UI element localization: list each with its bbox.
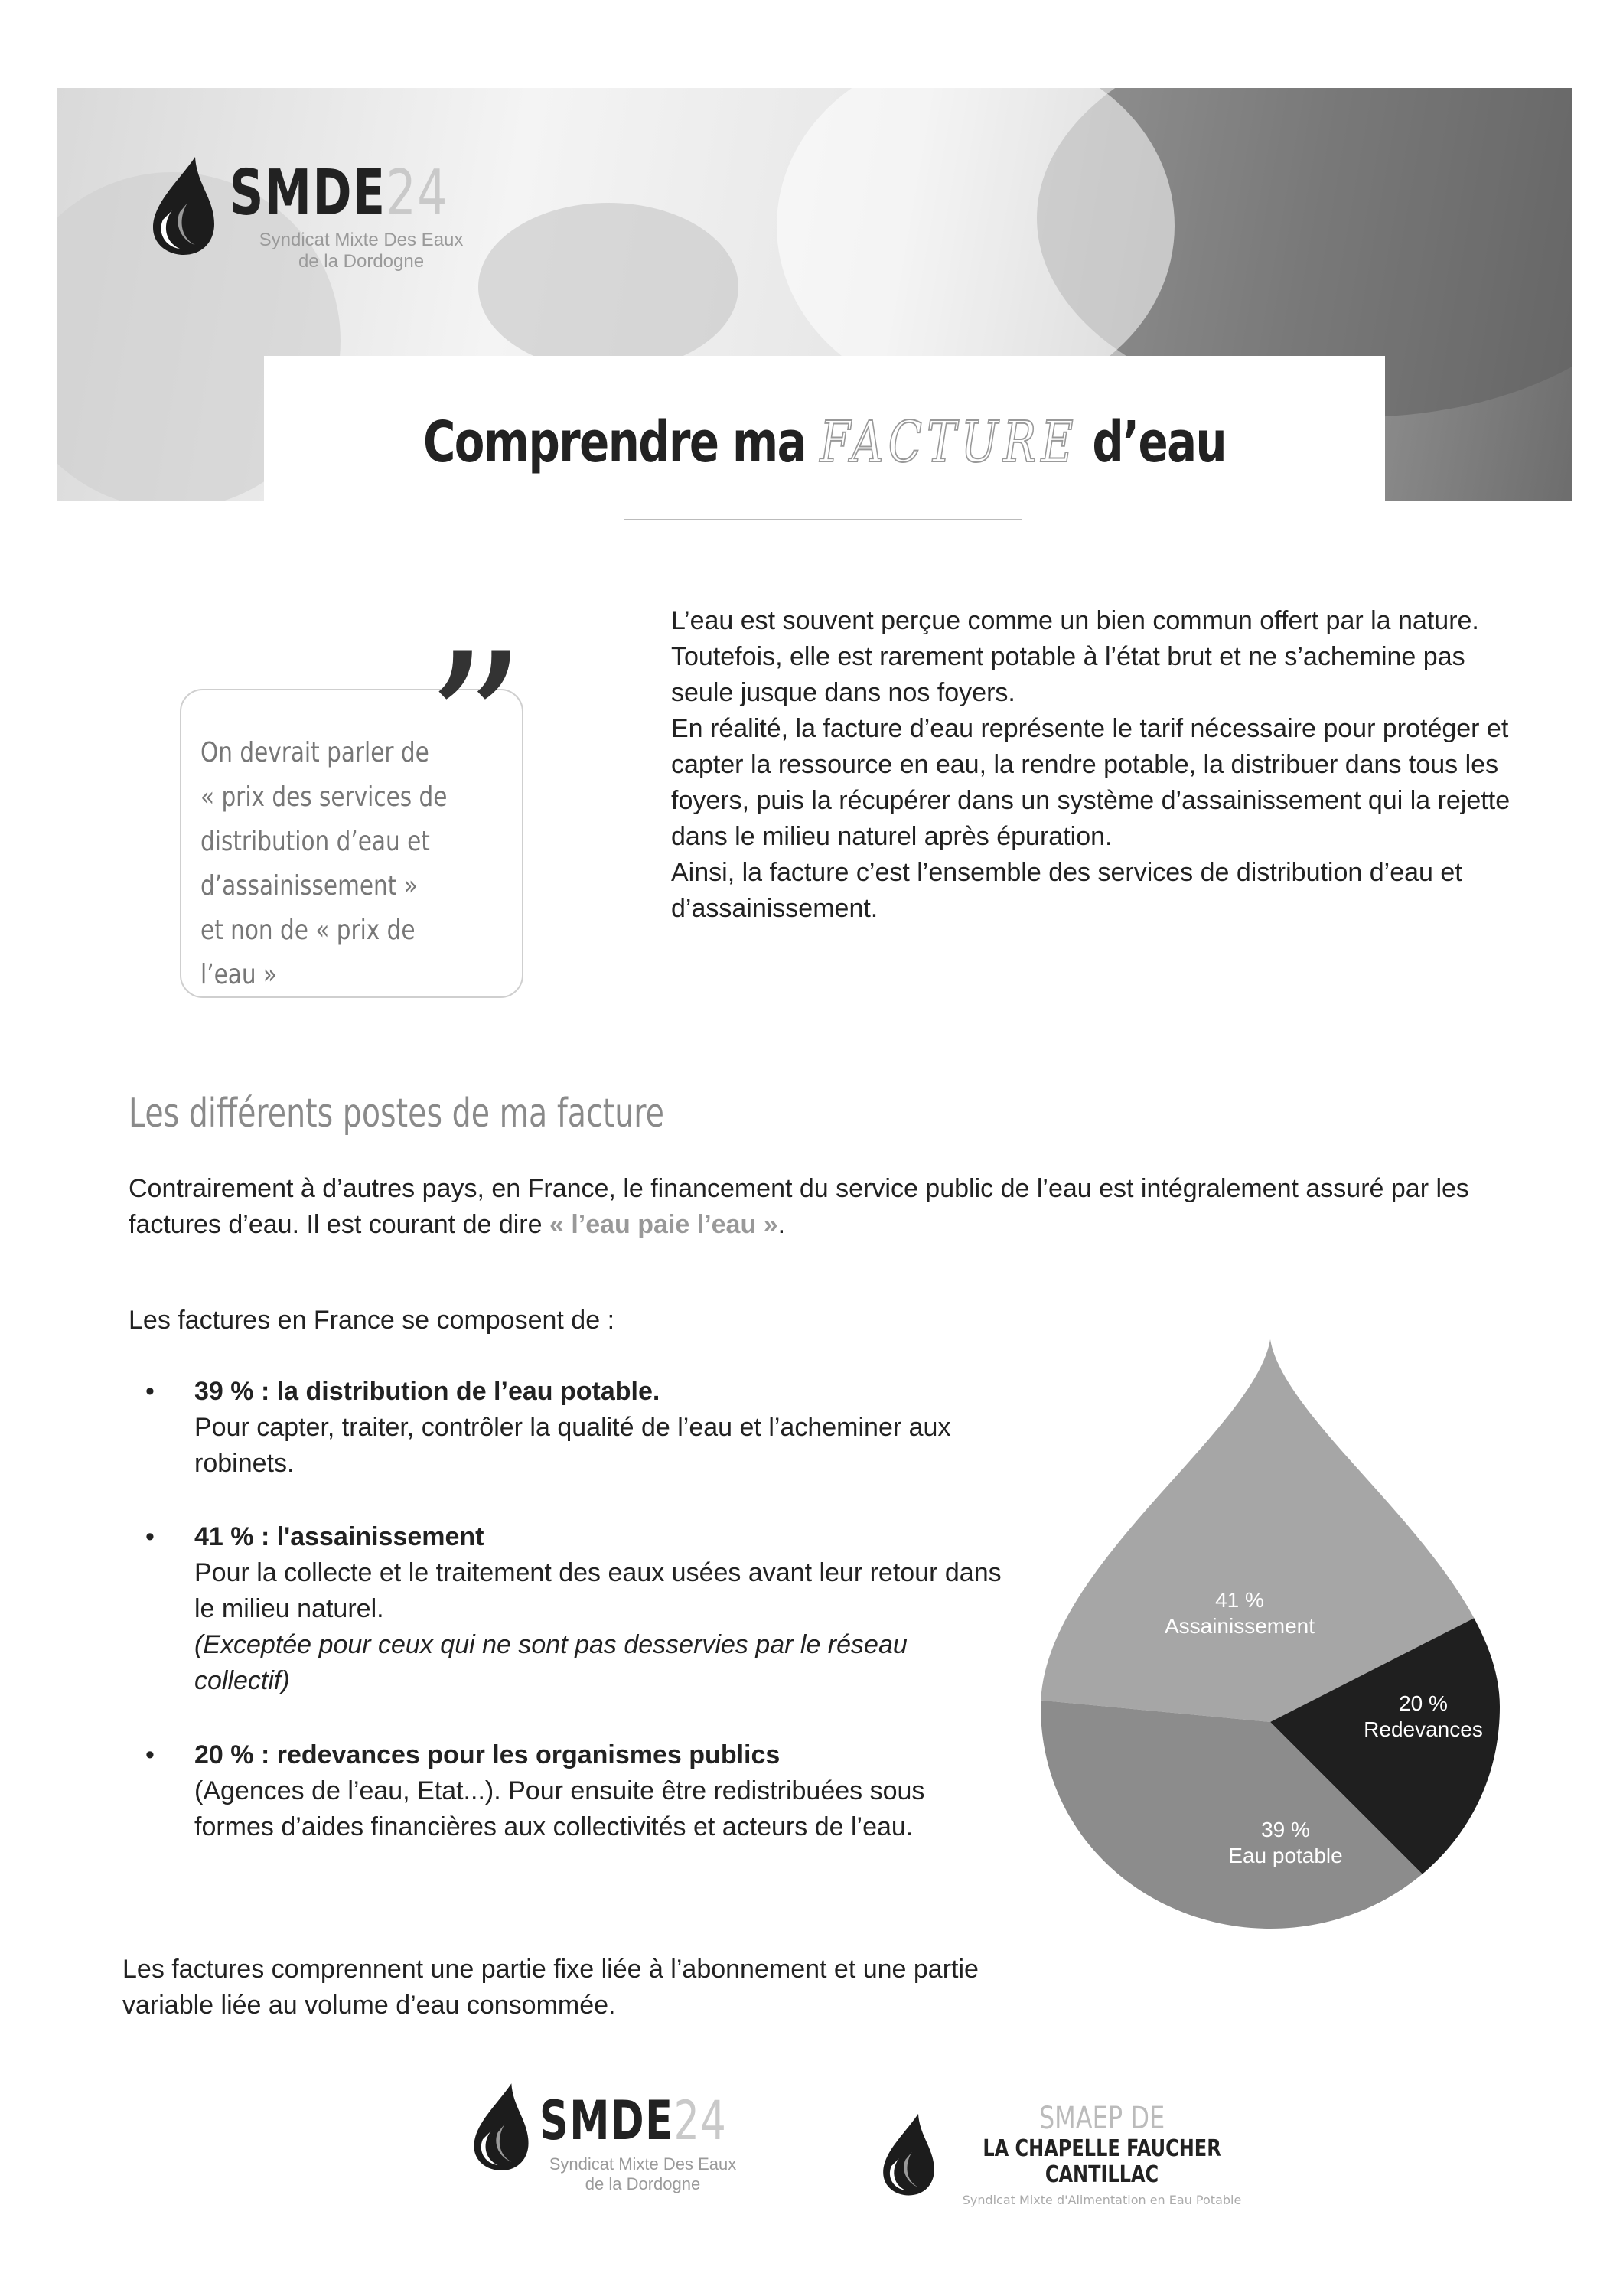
water-drop-logo-icon bbox=[880, 2112, 937, 2198]
section-title: Les différents postes de ma facture bbox=[129, 1091, 664, 1137]
composition-intro: Les factures en France se composent de : bbox=[129, 1306, 615, 1335]
page-title-fancy-word: FACTURE bbox=[820, 409, 1078, 475]
title-box bbox=[264, 356, 1385, 501]
pie-value-label: 41 % bbox=[1215, 1588, 1264, 1612]
financing-paragraph: Contrairement à d’autres pays, en France, le financement du service public de l’eau est intégralement assuré par les factures d’eau. Il est courant de dire « l’eau paie l’eau ». bbox=[129, 1174, 1469, 1239]
list-item-distribution: • 39 % : la distribution de l’eau potable. Pour capter, traiter, contrôler la qualité de l’eau et l’acheminer aux robinets. bbox=[145, 1374, 1002, 1482]
pie-category-label: Eau potable bbox=[1228, 1844, 1343, 1867]
water-drop-logo-icon bbox=[471, 2082, 532, 2174]
bullet-icon: • bbox=[145, 1740, 155, 1769]
water-drop-logo-icon bbox=[149, 157, 218, 256]
pie-category-label: Assainissement bbox=[1164, 1614, 1315, 1638]
footer-logo-smaep bbox=[880, 2112, 937, 2202]
header-logo-subtitle: Syndicat Mixte Des Eaux de la Dordogne bbox=[259, 230, 464, 272]
footer-logo-smde-name: SMDE24 bbox=[539, 2089, 728, 2152]
pie-value-label: 20 % bbox=[1399, 1691, 1448, 1715]
bullet-icon: • bbox=[145, 1522, 155, 1551]
footer-logo-smaep-text: SMAEP DE LA CHAPELLE FAUCHER CANTILLAC Syndicat Mixte d'Alimentation en Eau Potable bbox=[962, 2101, 1242, 2207]
pie-category-label: Redevances bbox=[1364, 1717, 1483, 1741]
footer-logo-smde-subtitle: Syndicat Mixte Des Eaux de la Dordogne bbox=[549, 2154, 737, 2193]
drop-pie-chart bbox=[1025, 1339, 1515, 1936]
quote-text: On devrait parler de « prix des services de distribution d’eau et d’assainissement » et non de « prix de l’eau » bbox=[200, 737, 448, 990]
list-item-redevances: • 20 % : redevances pour les organismes publics (Agences de l’eau, Etat...). Pour ensuite être redistribuées sous formes d’aides financières aux collectivités et acteurs de l’eau. bbox=[145, 1737, 1002, 1845]
closing-paragraph: Les factures comprennent une partie fixe liée à l’abonnement et une partie variable liée au volume d’eau consommée. bbox=[122, 1955, 979, 2020]
quote-marks-icon: ” bbox=[425, 612, 526, 843]
pie-value-label: 39 % bbox=[1261, 1818, 1310, 1841]
list-item-assainissement: • 41 % : l'assainissement Pour la collecte et le traitement des eaux usées avant leur retour dans le milieu naturel. (Exceptée pour ceux qui ne sont pas desservies par le réseau collectif) bbox=[145, 1519, 1002, 1699]
header-logo bbox=[149, 157, 218, 260]
bullet-icon: • bbox=[145, 1377, 155, 1406]
header-logo-name: SMDE24 bbox=[230, 157, 448, 230]
footer-logo-smde bbox=[471, 2082, 532, 2177]
page-title: Comprendre ma FACTURE d’eau bbox=[422, 409, 1227, 475]
intro-text: L’eau est souvent perçue comme un bien commun offert par la nature. Toutefois, elle est rarement potable à l’état brut et ne s’achemine pas seule jusque dans nos foyers. En réalité, la facture d’eau représente le tarif nécessaire pour protéger et capter la ressource en eau, la rendre potable, la distribuer dans tous les foyers, puis la récupérer dans un système d’assainissement qui la rejette dans le milieu naturel après épuration. Ainsi, la facture c’est l’ensemble des services de distribution d’eau et d’assainissement. bbox=[671, 606, 1511, 923]
title-divider bbox=[624, 519, 1022, 520]
financing-quote: « l’eau paie l’eau » bbox=[549, 1210, 778, 1239]
